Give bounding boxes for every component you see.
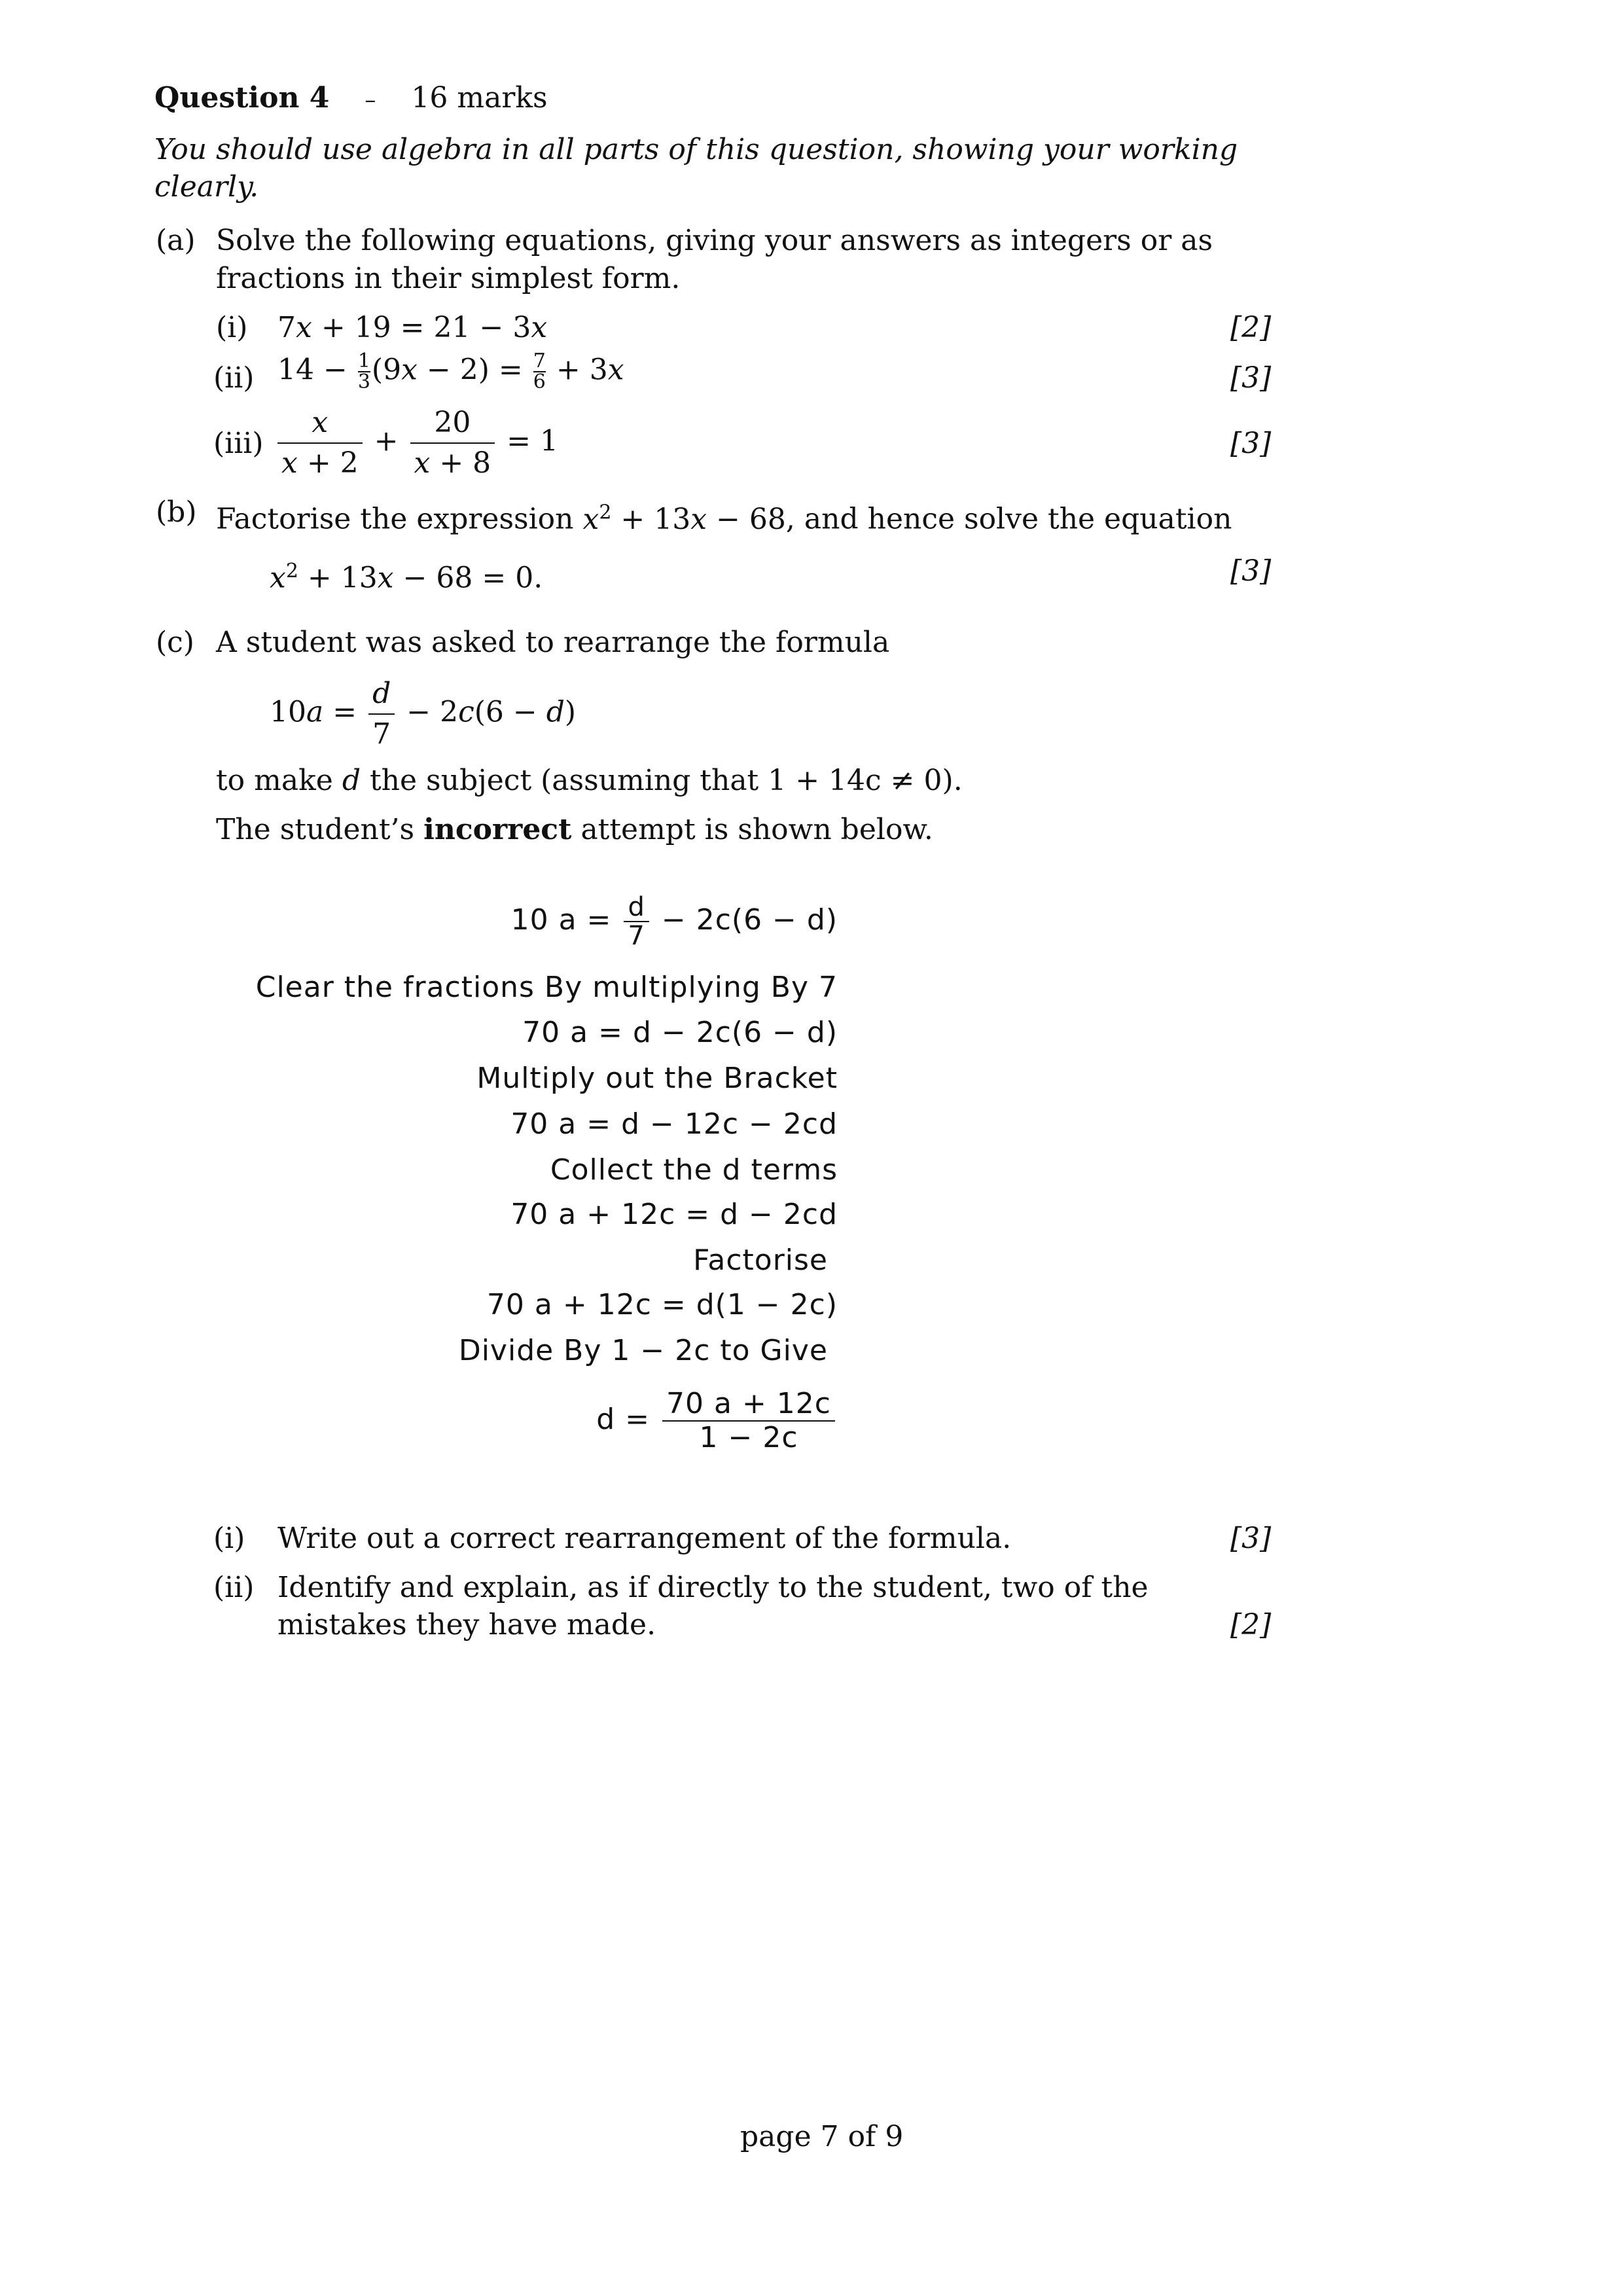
equation-a-iii: $\frac{x}{x + 2}$ + $\frac{20}{x + 8}$ = 1: [275, 403, 558, 483]
part-b-text-pre: Factorise the expression: [216, 502, 574, 536]
part-b-equation: $x^2 + 13x - 68 = 0$.: [270, 560, 543, 595]
part-c-line-2: [216, 762, 963, 799]
part-c-line-3-pre: The student’s: [216, 813, 415, 846]
working-step-1: [511, 893, 838, 950]
mark-a-i: [2]: [1230, 311, 1272, 344]
working-note-3: Collect the d terms: [550, 1153, 838, 1187]
instruction-line-1: You should use algebra in all parts of this question, showing your working: [154, 133, 1238, 166]
marks-label: 16 marks: [411, 81, 548, 115]
mark-a-ii: [3]: [1230, 361, 1272, 395]
part-b-label: (b): [156, 495, 197, 529]
part-a-i-label: (i): [216, 311, 248, 344]
working-step-2: 70 a = d − 2c(6 − d): [522, 1016, 838, 1049]
part-b-text-post: , and hence solve the equation: [785, 502, 1232, 536]
mark-a-iii: [3]: [1230, 427, 1272, 460]
working-step-1-num: d: [628, 892, 645, 922]
working-step-1-rhs: − 2c(6 − d): [661, 903, 838, 937]
mark-c-ii: [2]: [1230, 1608, 1272, 1641]
working-note-1: Clear the fractions By multiplying By 7: [255, 971, 838, 1004]
part-c-line-3-post: attempt is shown below.: [580, 813, 933, 846]
part-a-line-1: Solve the following equations, giving your answers as integers or as: [216, 224, 1213, 257]
part-c-line-3-bold: incorrect: [423, 813, 572, 846]
part-c-line-2-var: d: [342, 764, 361, 797]
part-c-line-3: [216, 812, 933, 848]
part-c-label: (c): [156, 626, 194, 659]
working-step-6: [596, 1388, 838, 1454]
working-note-5: Divide By 1 − 2c to Give: [458, 1334, 828, 1367]
part-a-line-2: fractions in their simplest form.: [216, 262, 681, 295]
working-step-6-lhs: d =: [596, 1403, 651, 1436]
equation-a-i: 7x + 19 = 21 − 3x: [277, 311, 548, 344]
working-step-1-lhs: 10 a =: [510, 903, 612, 937]
question-header: [154, 80, 548, 118]
working-step-6-num: 70 a + 12c: [666, 1387, 831, 1420]
part-b-line-1: [216, 494, 1232, 538]
part-c-line-2-pre: to make: [216, 764, 333, 797]
working-note-2: Multiply out the Bracket: [476, 1062, 838, 1095]
working-step-6-den: 1 − 2c: [662, 1420, 835, 1454]
working-step-5: 70 a + 12c = d(1 − 2c): [486, 1288, 838, 1321]
part-a-ii-label: (ii): [213, 361, 255, 395]
working-step-4: 70 a + 12c = d − 2cd: [510, 1198, 838, 1231]
part-c-ii-text-1: Identify and explain, as if directly to the student, two of the: [277, 1571, 1149, 1604]
part-a-label: (a): [156, 224, 196, 257]
part-c-line-1: A student was asked to rearrange the formula: [216, 626, 890, 659]
mark-c-i: [3]: [1230, 1522, 1272, 1555]
page-number: page 7 of 9: [740, 2120, 904, 2153]
part-c-line-2-post: the subject (assuming that 1 + 14c ≠ 0).: [370, 764, 963, 797]
header-dash: –: [365, 87, 376, 113]
part-c-i-label: (i): [213, 1522, 245, 1555]
part-c-ii-text-2: mistakes they have made.: [277, 1608, 656, 1641]
mark-b: [3]: [1230, 554, 1272, 588]
working-note-4: Factorise: [693, 1244, 828, 1277]
part-b-expression: $x^2 + 13x - 68$: [582, 501, 786, 536]
part-c-i-text: Write out a correct rearrangement of the formula.: [277, 1522, 1012, 1555]
question-label: Question 4: [154, 81, 330, 115]
working-step-1-den: 7: [624, 921, 649, 950]
part-c-ii-label: (ii): [213, 1571, 255, 1604]
part-a-iii-label: (iii): [213, 427, 264, 460]
working-step-3: 70 a = d − 12c − 2cd: [510, 1107, 838, 1141]
instruction-line-2: clearly.: [154, 170, 259, 204]
part-c-formula: 10a = $\frac{d}{7}$ − 2c(6 − d): [270, 674, 576, 754]
equation-a-ii: 14 − $\frac{1}{3}$ (9x − 2) = $\frac{7}{6}$ + 3x: [277, 350, 624, 393]
